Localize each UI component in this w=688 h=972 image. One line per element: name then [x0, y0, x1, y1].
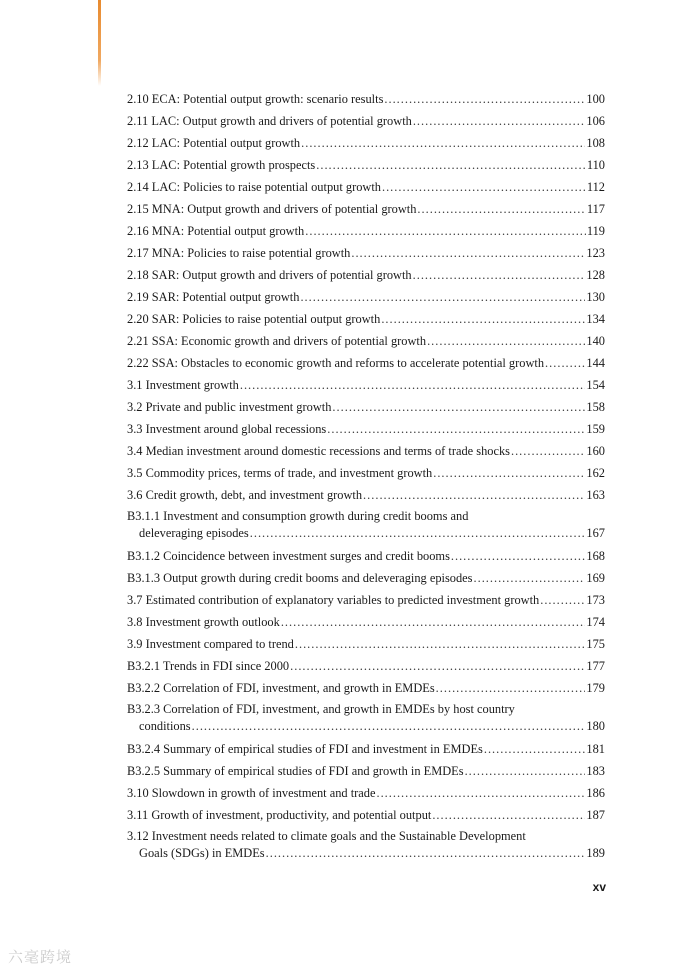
dot-leader: [432, 804, 585, 826]
dot-leader: [433, 462, 585, 484]
toc-entry[interactable]: [127, 677, 605, 699]
toc-entry-title: 3.5 Commodity prices, terms of trade, and investment growth: [127, 466, 433, 480]
toc-entry[interactable]: [127, 699, 605, 738]
toc-entry[interactable]: [127, 418, 605, 440]
toc-entry[interactable]: [127, 655, 605, 677]
toc-entry[interactable]: [127, 567, 605, 589]
toc-entry-page: 174: [586, 615, 605, 629]
toc-entry[interactable]: [127, 782, 605, 804]
toc-entry-page: 128: [586, 268, 605, 282]
toc-entry-title: 3.7 Estimated contribution of explanatory variables to predicted investment growth: [127, 593, 540, 607]
dot-leader: [305, 220, 586, 242]
dot-leader: [290, 655, 585, 677]
toc-entry-page: 112: [586, 180, 605, 194]
toc-entry-title: B3.2.2 Correlation of FDI, investment, and growth in EMDEs: [127, 681, 435, 695]
dot-leader: [474, 567, 586, 589]
toc-entry-title: 2.11 LAC: Output growth and drivers of potential growth: [127, 114, 412, 128]
toc-entry-page: 163: [586, 488, 605, 502]
toc-entry-title-continuation: Goals (SDGs) in EMDEs: [139, 846, 265, 860]
toc-entry-continuation: [127, 718, 605, 735]
toc-entry-title: 3.6 Credit growth, debt, and investment growth: [127, 488, 363, 502]
toc-entry[interactable]: [127, 198, 605, 220]
toc-entry-page: 144: [586, 356, 605, 370]
toc-entry[interactable]: [127, 308, 605, 330]
toc-entry-title: B3.1.3 Output growth during credit booms and deleveraging episodes: [127, 571, 473, 585]
toc-entry-title-continuation: deleveraging episodes: [139, 526, 249, 540]
dot-leader: [266, 845, 586, 862]
toc-entry-title: 3.1 Investment growth: [127, 378, 239, 392]
dot-leader: [436, 677, 586, 699]
toc-entry[interactable]: [127, 88, 605, 110]
toc-entry-title: 3.9 Investment compared to trend: [127, 637, 294, 651]
toc-entry-page: 175: [586, 637, 605, 651]
toc-entry-page: 108: [586, 136, 605, 150]
dot-leader: [363, 484, 585, 506]
toc-entry-page: 173: [586, 593, 605, 607]
dot-leader: [295, 633, 586, 655]
dot-leader: [192, 718, 586, 735]
toc-entry[interactable]: [127, 154, 605, 176]
toc-entry-title: 2.13 LAC: Potential growth prospects: [127, 158, 316, 172]
toc-entry-page: 123: [586, 246, 605, 260]
toc-entry[interactable]: [127, 826, 605, 865]
toc-entry[interactable]: [127, 804, 605, 826]
toc-entry[interactable]: [127, 545, 605, 567]
toc-entry[interactable]: [127, 611, 605, 633]
toc-entry-page: 183: [586, 764, 605, 778]
toc-entry-title: 3.12 Investment needs related to climate goals and the Sustainable Development: [127, 829, 526, 843]
toc-entry[interactable]: [127, 330, 605, 352]
toc-entry-title: B3.2.1 Trends in FDI since 2000: [127, 659, 290, 673]
accent-bar: [98, 0, 101, 86]
toc-entry-page: 179: [586, 681, 605, 695]
toc-entry-title: 3.4 Median investment around domestic recessions and terms of trade shocks: [127, 444, 510, 458]
dot-leader: [427, 330, 585, 352]
toc-entry-page: 106: [586, 114, 605, 128]
toc-entry-page: 100: [586, 92, 605, 106]
toc-entry-title: 2.15 MNA: Output growth and drivers of potential growth: [127, 202, 417, 216]
toc-entry-title: 2.17 MNA: Policies to raise potential growth: [127, 246, 351, 260]
toc-entry[interactable]: [127, 352, 605, 374]
dot-leader: [381, 308, 585, 330]
toc-entry-title: 2.18 SAR: Output growth and drivers of potential growth: [127, 268, 412, 282]
toc-entry-title: 3.2 Private and public investment growth: [127, 400, 332, 414]
toc-entry[interactable]: [127, 374, 605, 396]
toc-entry-page: 110: [586, 158, 605, 172]
toc-entry[interactable]: [127, 738, 605, 760]
toc-entry[interactable]: [127, 286, 605, 308]
toc-entry-page: 117: [586, 202, 605, 216]
toc-entry[interactable]: [127, 760, 605, 782]
toc-entry-title: 2.21 SSA: Economic growth and drivers of potential growth: [127, 334, 427, 348]
toc-entry-page: 162: [586, 466, 605, 480]
toc-entry-page: 181: [586, 742, 605, 756]
dot-leader: [413, 110, 586, 132]
toc-entry-page: 154: [586, 378, 605, 392]
toc-entry[interactable]: [127, 589, 605, 611]
toc-entry[interactable]: [127, 176, 605, 198]
toc-entry-page: 134: [586, 312, 605, 326]
toc-entry-page: 167: [586, 526, 605, 540]
toc-entry-title: 2.12 LAC: Potential output growth: [127, 136, 301, 150]
toc-entry[interactable]: [127, 110, 605, 132]
table-of-contents: [127, 88, 605, 865]
dot-leader: [451, 545, 586, 567]
page-number: xv: [592, 880, 606, 894]
toc-entry-title: 2.10 ECA: Potential output growth: scenario results: [127, 92, 384, 106]
dot-leader: [316, 154, 586, 176]
dot-leader: [465, 760, 586, 782]
toc-entry-page: 168: [586, 549, 605, 563]
dot-leader: [511, 440, 585, 462]
dot-leader: [250, 525, 586, 542]
toc-entry-page: 180: [586, 719, 605, 733]
toc-entry-title: B3.2.3 Correlation of FDI, investment, and growth in EMDEs by host country: [127, 702, 515, 716]
toc-entry-title: B3.2.5 Summary of empirical studies of FDI and growth in EMDEs: [127, 764, 464, 778]
dot-leader: [384, 88, 585, 110]
toc-entry[interactable]: [127, 242, 605, 264]
toc-entry[interactable]: [127, 484, 605, 506]
toc-entry-page: 186: [586, 786, 605, 800]
toc-entry-title: 2.22 SSA: Obstacles to economic growth and reforms to accelerate potential growth: [127, 356, 545, 370]
dot-leader: [327, 418, 585, 440]
toc-entry-title: 3.8 Investment growth outlook: [127, 615, 280, 629]
toc-entry-title: 3.3 Investment around global recessions: [127, 422, 327, 436]
toc-entry-page: 130: [586, 290, 605, 304]
toc-entry-page: 160: [586, 444, 605, 458]
toc-entry-continuation: [127, 845, 605, 862]
toc-entry-page: 119: [586, 224, 605, 238]
toc-entry[interactable]: [127, 264, 605, 286]
toc-entry[interactable]: [127, 633, 605, 655]
toc-entry-title: B3.1.1 Investment and consumption growth during credit booms and: [127, 509, 469, 523]
toc-entry[interactable]: [127, 462, 605, 484]
dot-leader: [332, 396, 585, 418]
toc-entry-page: 159: [586, 422, 605, 436]
toc-entry-title: 2.16 MNA: Potential output growth: [127, 224, 305, 238]
toc-entry-page: 189: [586, 846, 605, 860]
watermark: 六毫跨境: [8, 948, 73, 966]
toc-entry-page: 140: [586, 334, 605, 348]
dot-leader: [300, 286, 585, 308]
toc-entry-title: 2.20 SAR: Policies to raise potential output growth: [127, 312, 381, 326]
toc-entry-title: 2.14 LAC: Policies to raise potential output growth: [127, 180, 381, 194]
toc-entry[interactable]: [127, 220, 605, 242]
dot-leader: [413, 264, 586, 286]
toc-entry-title: B3.2.4 Summary of empirical studies of FDI and investment in EMDEs: [127, 742, 483, 756]
toc-entry-title: 2.19 SAR: Potential output growth: [127, 290, 300, 304]
toc-entry[interactable]: [127, 396, 605, 418]
toc-entry-title-continuation: conditions: [139, 719, 191, 733]
dot-leader: [417, 198, 585, 220]
toc-entry-continuation: [127, 525, 605, 542]
toc-entry[interactable]: [127, 132, 605, 154]
dot-leader: [376, 782, 585, 804]
toc-entry-page: 169: [586, 571, 605, 585]
dot-leader: [484, 738, 586, 760]
dot-leader: [240, 374, 586, 396]
dot-leader: [351, 242, 585, 264]
toc-entry-title: B3.1.2 Coincidence between investment surges and credit booms: [127, 549, 450, 563]
dot-leader: [545, 352, 585, 374]
toc-entry[interactable]: [127, 440, 605, 462]
toc-entry-title: 3.11 Growth of investment, productivity, and potential output: [127, 808, 432, 822]
toc-entry[interactable]: [127, 506, 605, 545]
dot-leader: [301, 132, 585, 154]
dot-leader: [281, 611, 586, 633]
toc-entry-title: 3.10 Slowdown in growth of investment and trade: [127, 786, 376, 800]
toc-entry-page: 177: [586, 659, 605, 673]
toc-entry-page: 187: [586, 808, 605, 822]
toc-entry-page: 158: [586, 400, 605, 414]
dot-leader: [540, 589, 585, 611]
dot-leader: [382, 176, 586, 198]
